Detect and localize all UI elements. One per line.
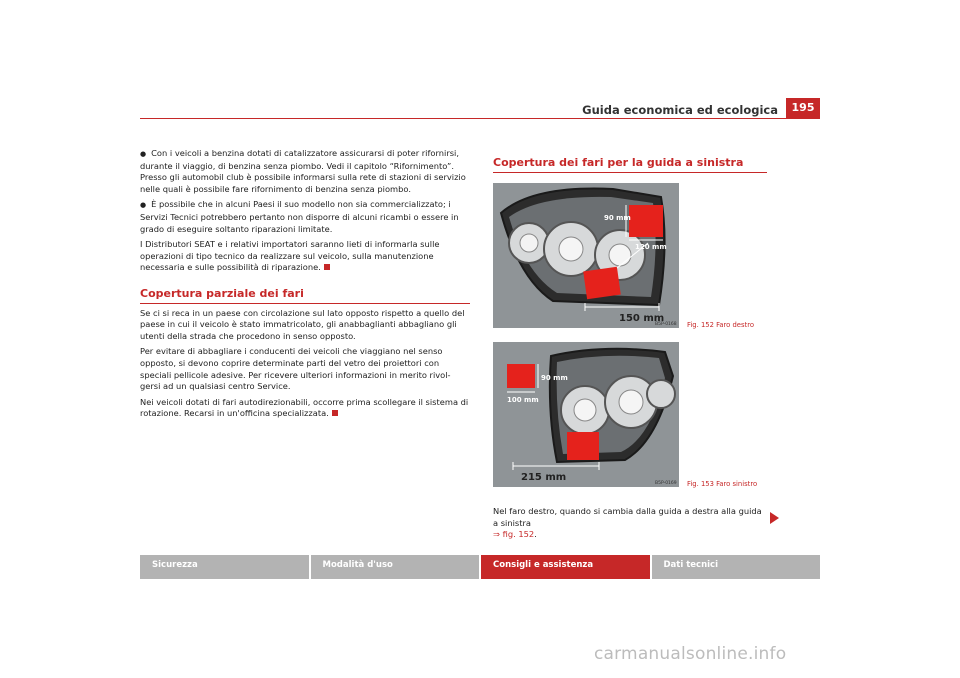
header-rule (140, 118, 820, 119)
left-column (140, 148, 470, 424)
dimension-template (507, 364, 535, 388)
bullet-paragraph-2 (140, 199, 470, 235)
right-body-text (493, 506, 768, 541)
tab-sicurezza[interactable]: Sicurezza (140, 555, 309, 579)
dim-width-label: 120 mm (635, 243, 667, 251)
right-body-sentence: Nel faro destro, quando si cambia dalla guida a destra alla guida a sinistra (493, 506, 762, 528)
bullet-text-2: È possibile che in alcuni Paesi il suo modello non sia commercializzato; i Servizi Tecnici potrebbero pertanto non disporre di alcuni ricambi o essere in grado di eseguire soltanto riparazioni limitate. (140, 199, 459, 234)
headlight-illustration (493, 342, 679, 487)
cover-area-marker (583, 267, 621, 299)
running-title: Guida economica ed ecologica (582, 103, 778, 117)
section-heading-left-hand-drive: Copertura dei fari per la guida a sinistra (493, 156, 767, 173)
tab-consigli-e-assistenza[interactable]: Consigli e assistenza (481, 555, 650, 579)
dim-height-label: 90 mm (541, 374, 568, 382)
bullet-paragraph-1 (140, 148, 470, 195)
paragraph-adhesive: Per evitare di abbagliare i conducenti dei veicoli che viaggiano nel senso opposto, si devono coprire determinate parti del vetro dei proiettori con speciali pellicole adesive. Per ricevere ulteriori informazioni in merito rivol-gersi ad un qualsiasi centro Service. (140, 346, 451, 392)
figure-left-headlight (493, 342, 679, 487)
figure-code: B5P-0168 (655, 322, 677, 327)
paragraph-adaptive-lights (140, 397, 470, 420)
section-heading-headlight-cover: Copertura parziale dei fari (140, 288, 470, 304)
paragraph-distributors (140, 239, 470, 274)
cover-area-marker (567, 432, 599, 460)
end-of-section-mark (332, 410, 338, 416)
paragraph-adaptive-lights-text: Nei veicoli dotati di fari autodirezionabili, occorre prima scollegare il sistema di rotazione. Recarsi in un'officina specializzata. (140, 396, 469, 419)
paragraph-circulation: Se ci si reca in un paese con circolazione sul lato opposto rispetto a quello del paese in cui il veicolo è stato immatricolato, gli anabbaglianti abbagliano gli utenti della strada che procedono in senso opposto. (140, 307, 465, 341)
next-page-arrow-icon[interactable] (770, 512, 779, 524)
paragraph-distributors-text: I Distributori SEAT e i relativi importatori saranno lieti di informarla sulle operazioni di tipo tecnico da realizzare sul veicolo, sulla manutenzione necessaria e sulle possibilità di riparazione. (140, 239, 440, 273)
dim-offset-label: 215 mm (521, 472, 567, 483)
dimension-template (629, 205, 663, 237)
watermark: carmanualsonline.info (594, 644, 787, 664)
figure-caption-152: Fig. 152 Faro destro (687, 321, 754, 329)
figure-code: B5P-0169 (655, 481, 677, 486)
bullet-text-1: Con i veicoli a benzina dotati di catalizzatore assicurarsi di poter rifornirsi, durante il viaggio, di benzina senza piombo. Vedi il capitolo “Rifornimento”. Presso gli automobil club è possibile informarsi sulla rete di stazioni di servizio nelle quali è possibile fare rifornimento di benzina senza piombo. (140, 148, 466, 194)
end-of-section-mark (324, 264, 330, 270)
tab-modalita-duso[interactable]: Modalità d'uso (311, 555, 480, 579)
dim-width-label: 100 mm (507, 396, 539, 404)
tab-dati-tecnici[interactable]: Dati tecnici (652, 555, 821, 579)
page-number: 195 (786, 98, 820, 118)
chapter-tabs (140, 555, 820, 579)
figure-cross-reference-link[interactable]: ⇒ fig. 152 (493, 529, 535, 540)
figure-right-headlight (493, 183, 679, 328)
dim-offset-label: 150 mm (619, 313, 665, 324)
dim-height-label: 90 mm (604, 214, 631, 222)
headlight-illustration (493, 183, 679, 328)
figure-caption-153: Fig. 153 Faro sinistro (687, 480, 758, 488)
right-body-tail: . (534, 529, 537, 540)
